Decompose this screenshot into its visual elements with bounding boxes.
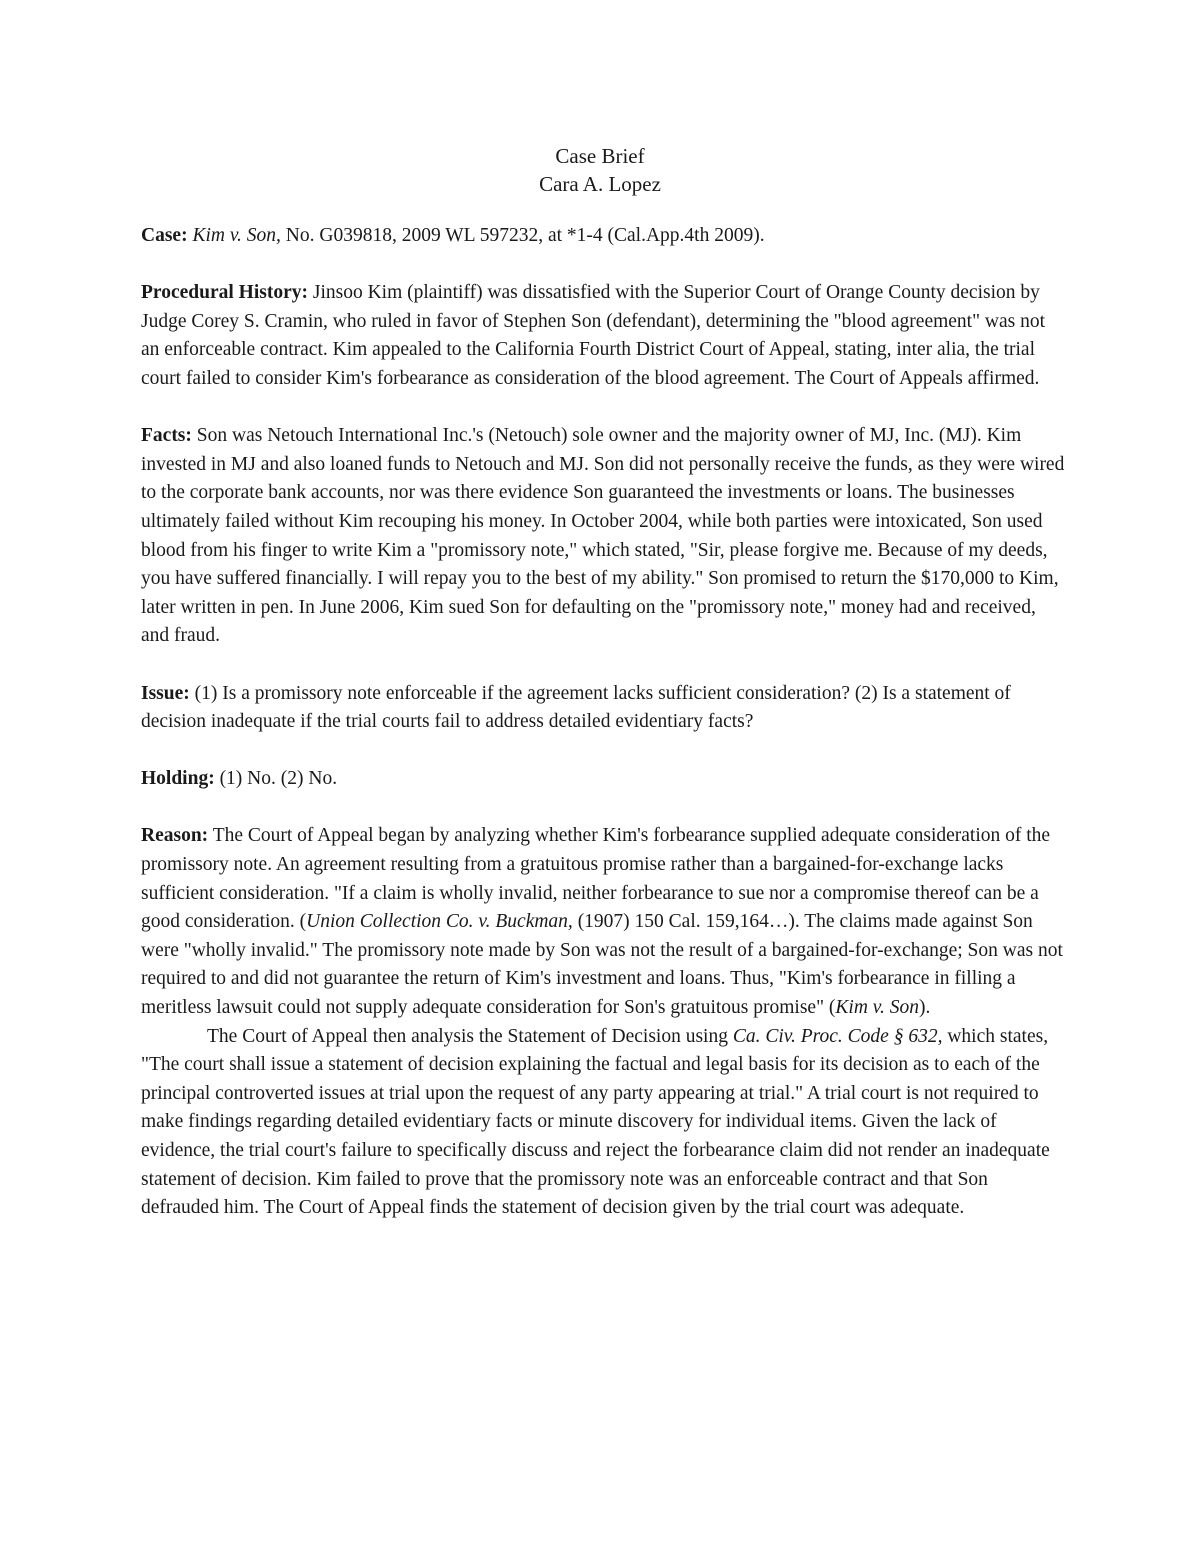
document-title: Case Brief — [555, 144, 645, 168]
issue-label: Issue: — [141, 682, 190, 704]
case-paragraph — [141, 222, 1065, 251]
holding-paragraph — [141, 765, 1065, 794]
case-label: Case: — [141, 225, 188, 246]
reason-paragraph — [141, 822, 1065, 1022]
issue-text: (1) Is a promissory note enforceable if the agreement lacks sufficient consideration? (2) Is a statement of decision inadequate if the trial courts fail to address detailed evidentiary facts? — [141, 682, 1011, 733]
reason-label: Reason: — [141, 825, 209, 847]
reason-p2-text-2: which states, "The court shall issue a statement of decision explaining the factual and legal basis for its decision as to each of the principal controverted issues at trial upon the request of any party appearing at trial." A trial court is not required to make findings regarding detailed evidentiary facts or minute discovery for individual items. Given the lack of evidence, the trial court's failure to specifically discuss and reject the forbearance claim did not render an inadequate statement of decision. Kim failed to prove that the promissory note was an enforceable contract and that Son defrauded him. The Court of Appeal finds the statement of decision given by the trial court was adequate. — [141, 1025, 1050, 1219]
reason-text-1: The Court of Appeal began by analyzing whether Kim's forbearance supplied adequate consideration of the promissory note. An agreement resulting from a gratuitous promise rather than a bargained-for-exchange lacks sufficient consideration. "If a claim is wholly invalid, neither forbearance to sue nor a compromise thereof can be a good consideration. ( — [141, 825, 1051, 933]
case-name: Kim v. Son, — [192, 225, 281, 246]
reason-p2-cite: Ca. Civ. Proc. Code § 632, — [732, 1025, 943, 1047]
issue-paragraph — [141, 680, 1065, 737]
reason-cite-2: Kim v. Son — [835, 997, 919, 1019]
reason-text-3: ). — [919, 997, 931, 1019]
document-author: Cara A. Lopez — [539, 172, 661, 196]
title-block — [0, 142, 1200, 198]
facts-text: Son was Netouch International Inc.'s (Netouch) sole owner and the majority owner of MJ, Inc. (MJ). Kim invested in MJ and also loaned funds to Netouch and MJ. Son did not personally receive the funds, as they were wired to the corporate bank accounts, nor was there evidence Son guaranteed the investments or loans. The businesses ultimately failed without Kim recouping his money. In October 2004, while both parties were intoxicated, Son used blood from his finger to write Kim a "promissory note," which stated, "Sir, please forgive me. Because of my deeds, you have suffered financially. I will repay you to the best of my ability." Son promised to return the $170,000 to Kim, later written in pen. In June 2006, Kim sued Son for defaulting on the "promissory note," money had and received, and fraud. — [141, 425, 1065, 647]
reason-cite-1: Union Collection Co. v. Buckman, — [306, 911, 573, 933]
holding-text: (1) No. (2) No. — [214, 768, 338, 790]
procedural-history-paragraph — [141, 279, 1065, 393]
reason-p2-text-1: The Court of Appeal then analysis the Statement of Decision using — [207, 1025, 733, 1047]
reason-paragraph-2 — [141, 1023, 1065, 1223]
reason-text-2: (1907) 150 Cal. 159,164…). The claims made against Son were "wholly invalid." The promissory note made by Son was not the result of a bargained-for-exchange; Son was not required to and did not guarantee the return of Kim's investment and loans. Thus, "Kim's forbearance in filling a meritless lawsuit could not supply adequate consideration for Son's gratuitous promise" ( — [141, 911, 1063, 1019]
holding-label: Holding: — [141, 768, 215, 790]
document-body — [141, 222, 1065, 1223]
facts-label: Facts: — [141, 425, 192, 447]
procedural-history-text: Jinsoo Kim (plaintiff) was dissatisfied with the Superior Court of Orange County decision by Judge Corey S. Cramin, who ruled in favor of Stephen Son (defendant), determining the "blood agreement" was not an enforceable contract. Kim appealed to the California Fourth District Court of Appeal, stating, inter alia, the trial court failed to consider Kim's forbearance as consideration of the blood agreement. The Court of Appeals affirmed. — [141, 282, 1046, 389]
case-citation: No. G039818, 2009 WL 597232, at *1-4 (Cal.App.4th 2009). — [280, 225, 765, 246]
procedural-history-label: Procedural History: — [141, 282, 308, 304]
facts-paragraph — [141, 422, 1065, 651]
